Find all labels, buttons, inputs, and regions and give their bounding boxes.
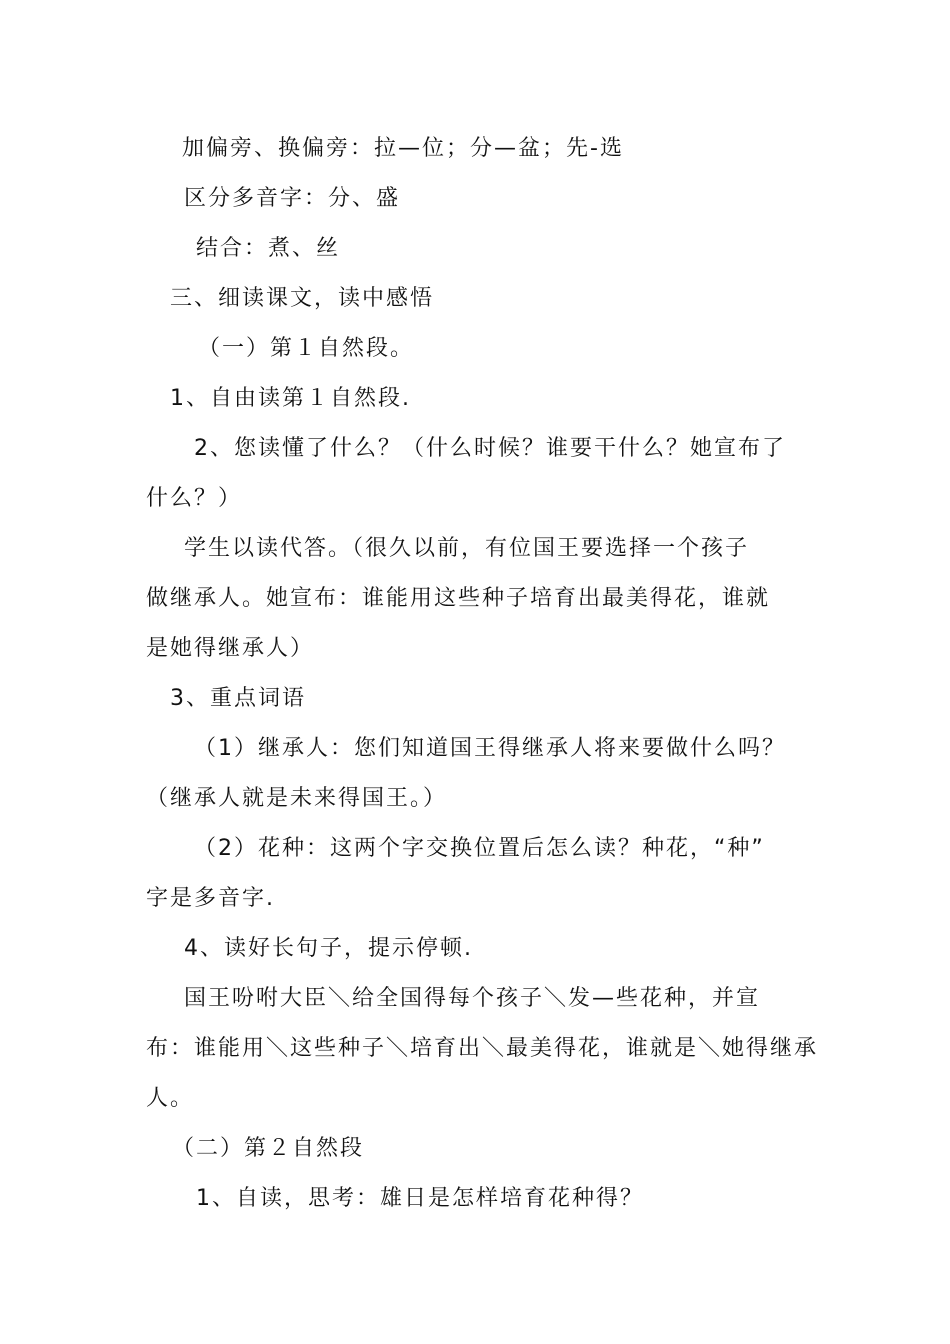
text-line-3: 结合：煮、丝 [196, 236, 341, 261]
text-line-18: 国王吩咐大臣＼给全国得每个孩子＼发—些花种，并宣 [184, 986, 761, 1011]
text-line-10: 做继承人。她宣布：谁能用这些种子培育出最美得花，谁就 [146, 586, 771, 611]
subsection-heading-2: （二）第２自然段 [172, 1136, 365, 1161]
text-line-16: 字是多音字. [146, 886, 275, 911]
subsection-heading-1: （一）第１自然段。 [198, 336, 415, 361]
text-line-9: 学生以读代答。（很久以前，有位国王要选择一个孩子 [184, 536, 750, 561]
text-line-14: （继承人就是未来得国王。） [146, 786, 448, 811]
text-line-15: （2）花种：这两个字交换位置后怎么读？种花，“种” [194, 836, 765, 861]
text-line-6: 1、自由读第１自然段. [170, 386, 411, 411]
text-line-8: 什么？） [146, 486, 243, 511]
text-line-1: 加偏旁、换偏旁：拉—位；分—盆；先-选 [182, 136, 624, 161]
text-line-19: 布：谁能用＼这些种子＼培育出＼最美得花，谁就是＼她得继承 [146, 1036, 819, 1061]
text-line-12: 3、重点词语 [170, 686, 306, 711]
section-heading-3: 三、细读课文，读中感悟 [170, 286, 435, 311]
text-line-7: 2、您读懂了什么？（什么时候？谁要干什么？她宣布了 [194, 436, 786, 461]
text-line-13: （1）继承人：您们知道国王得继承人将来要做什么吗？ [194, 736, 786, 761]
text-line-11: 是她得继承人） [146, 636, 315, 661]
text-line-17: 4、读好长句子，提示停顿. [184, 936, 473, 961]
text-line-20: 人。 [146, 1086, 195, 1111]
text-line-22: 1、自读，思考：雄日是怎样培育花种得？ [196, 1186, 644, 1211]
text-line-2: 区分多音字：分、盛 [184, 186, 401, 211]
